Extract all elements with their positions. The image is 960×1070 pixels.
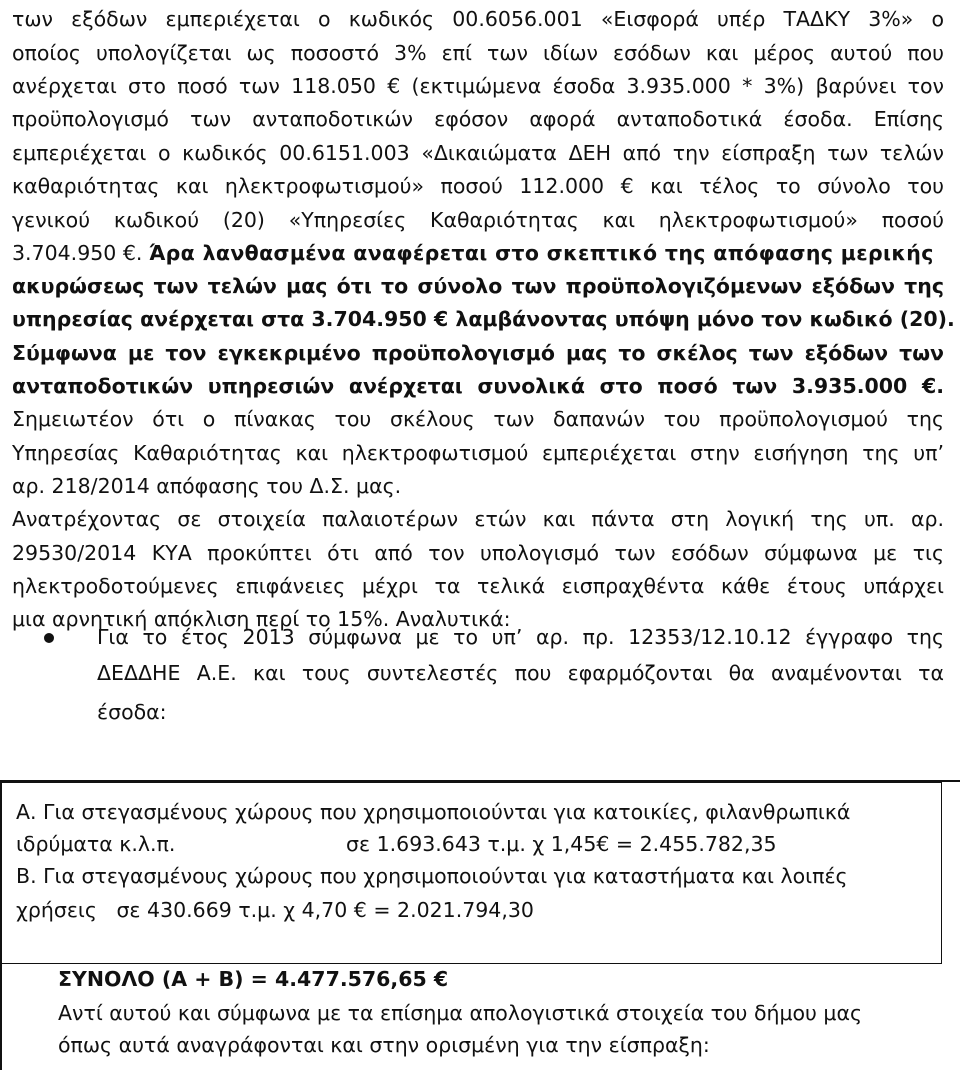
bold-line: ακυρώσεως των τελών μας ότι το σύνολο των προϋπολογιζόμενων εξόδων της (12, 274, 944, 298)
history-line: ηλεκτροδοτούμενες επιφάνειες μέχρι τα τελικά εισπραχθέντα κάθε έτους υπάρχει (12, 574, 944, 598)
note-line: αρ. 218/2014 απόφασης του Δ.Σ. μας. (12, 474, 402, 498)
category-b-line: Β. Για στεγασμένους χώρους που χρησιμοποιούνται για καταστήματα και λοιπές (16, 864, 848, 888)
bold-line: Σύμφωνα με τον εγκεκριμένο προϋπολογισμό μας το σκέλος των εξόδων των (12, 341, 944, 365)
history-line: Ανατρέχοντας σε στοιχεία παλαιοτέρων ετών και πάντα στη λογική της υπ. αρ. (12, 507, 944, 531)
paragraph-line: οποίος υπολογίζεται ως ποσοστό 3% επί των ιδίων εσόδων και μέρος αυτού που (12, 41, 944, 65)
bullet-icon (44, 633, 54, 643)
after-line: όπως αυτά αναγράφονται και στην ορισμένη για την είσπραξη: (58, 1033, 710, 1057)
history-line: 29530/2014 ΚΥΑ προκύπτει ότι από τον υπολογισμό των εσόδων σύμφωνα με τις (12, 541, 944, 565)
category-b-amount: χρήσεις σε 430.669 τ.μ. χ 4,70 € = 2.021.794,30 (16, 898, 534, 922)
bold-line: ανταποδοτικών υπηρεσιών ανέρχεται συνολικά στο ποσό των 3.935.000 €. (12, 374, 944, 398)
bullet-line: Για το έτος 2013 σύμφωνα με το υπ’ αρ. πρ. 12353/12.10.12 έγγραφο της (97, 625, 944, 649)
note-line: Υπηρεσίας Καθαριότητας και ηλεκτροφωτισμού εμπεριέχεται στην εισήγηση της υπ’ (12, 441, 944, 465)
bold-statement: Άρα λανθασμένα αναφέρεται στο σκεπτικό της απόφασης μερικής (148, 241, 934, 265)
paragraph-line: καθαριότητας και ηλεκτροφωτισμού» ποσού 112.000 € και τέλος το σύνολο του (12, 174, 944, 198)
category-a-line: ιδρύματα κ.λ.π. (16, 832, 176, 856)
calculation-table (2, 782, 942, 964)
total-line: ΣΥΝΟΛΟ (Α + Β) = 4.477.576,65 € (58, 967, 449, 991)
bullet-line: έσοδα: (97, 700, 167, 724)
paragraph-line: γενικού κωδικού (20) «Υπηρεσίες Καθαριότητας και ηλεκτροφωτισμού» ποσού (12, 208, 944, 232)
paragraph-line: των εξόδων εμπεριέχεται ο κωδικός 00.6056.001 «Εισφορά υπέρ ΤΑΔΚΥ 3%» ο (12, 7, 944, 31)
category-a-amount: σε 1.693.643 τ.μ. χ 1,45€ = 2.455.782,35 (346, 832, 777, 856)
category-a-line: Α. Για στεγασμένους χώρους που χρησιμοποιούνται για κατοικίες, φιλανθρωπικά (16, 800, 851, 824)
paragraph-line: προϋπολογισμό των ανταποδοτικών εφόσον αφορά ανταποδοτικά έσοδα. Επίσης (12, 107, 944, 131)
bullet-line: ΔΕΔΔΗΕ Α.Ε. και τους συντελεστές που εφαρμόζονται θα αναμένονται τα (97, 661, 944, 685)
after-line: Αντί αυτού και σύμφωνα με τα επίσημα απολογιστικά στοιχεία του δήμου μας (58, 1001, 863, 1025)
bold-line: υπηρεσίας ανέρχεται στα 3.704.950 € λαμβάνοντας υπόψη μόνο τον κωδικό (20). (12, 307, 955, 331)
paragraph-line (12, 238, 934, 268)
history-line: μια αρνητική απόκλιση περί το 15%. Αναλυτικά: (12, 607, 511, 631)
calculation-box (0, 780, 960, 1070)
note-line: Σημειωτέον ότι ο πίνακας του σκέλους των δαπανών του προϋπολογισμού της (12, 407, 944, 431)
paragraph-line: ανέρχεται στο ποσό των 118.050 € (εκτιμώμενα έσοδα 3.935.000 * 3%) βαρύνει τον (12, 74, 944, 98)
paragraph-line: εμπεριέχεται ο κωδικός 00.6151.003 «Δικαιώματα ΔΕΗ από την είσπραξη των τελών (12, 141, 944, 165)
amount-text: 3.704.950 €. (12, 241, 143, 265)
